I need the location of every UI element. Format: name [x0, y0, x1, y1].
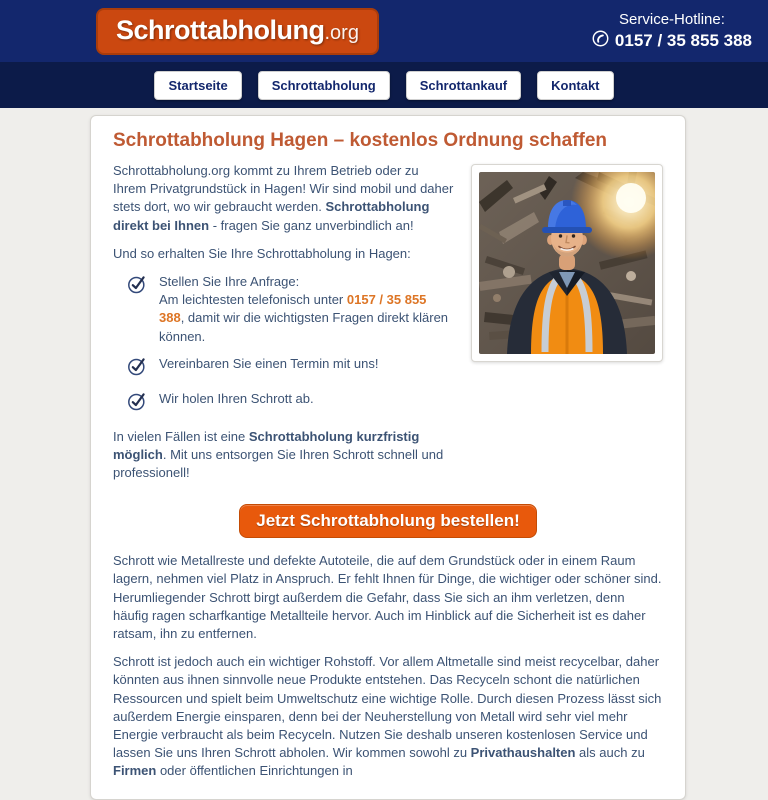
nav-button-schrottankauf[interactable]: Schrottankauf: [406, 71, 521, 100]
checklist-line2-pre: Am leichtesten telefonisch unter: [159, 292, 347, 308]
hotline-number[interactable]: 0157 / 35 855 388: [614, 30, 752, 50]
hotline-label: Service-Hotline:: [619, 10, 725, 28]
intro-column: [113, 162, 471, 492]
availability-bold: Schrottabholung kurzfristig möglich: [113, 428, 420, 462]
scrap-info-paragraph: Schrott wie Metallreste und defekte Autoteile, die auf dem Grundstück oder in einem Raum lagern, nehmen viel Platz in Anspruch. Er fehlt Ihnen für Dinge, die wichtiger oder schöner sind. Herumliegender Schrott birgt außerdem die Gefahr, dass Sie sich an ihm verletzen, denn häufig ragen scharfkantige Metallteile hervor. Auch im Hinblick auf die Sicherheit ist es daher ratsam, ihn zu entfernen.: [113, 553, 662, 641]
nav-button-startseite[interactable]: Startseite: [154, 71, 241, 100]
top-section: [113, 162, 663, 492]
content-card: [90, 115, 686, 800]
intro-bold: Schrottabholung direkt bei Ihnen: [113, 199, 430, 233]
recycling-text-post: oder öffentlichen Einrichtungen in: [156, 763, 353, 779]
phone-circle-icon: [592, 30, 609, 52]
intro-paragraph: [113, 162, 455, 235]
nav-button-schrottabholung[interactable]: Schrottabholung: [258, 71, 390, 100]
intro-text-post: - fragen Sie ganz unverbindlich an!: [209, 217, 414, 233]
checklist: [113, 273, 455, 416]
main-nav: [0, 62, 768, 108]
recycling-bold-firms: Firmen: [113, 763, 157, 779]
checklist-item-text: Vereinbaren Sie einen Termin mit uns!: [159, 355, 379, 371]
logo-text: Schrottabholung: [116, 14, 325, 45]
recycling-paragraph: [113, 653, 663, 780]
recycling-bold-private: Privathaushalten: [470, 745, 576, 761]
checklist-line2-post: , damit wir die wichtigsten Fragen direkt klären können.: [159, 310, 449, 344]
checklist-line2: [159, 291, 455, 346]
availability-paragraph: [113, 428, 455, 483]
service-hotline: [592, 11, 752, 52]
checklist-item: [127, 355, 455, 381]
check-circle-icon: [127, 391, 147, 416]
recycling-text-mid: als auch zu: [575, 745, 645, 761]
recycling-text: Schrott ist jedoch auch ein wichtiger Rohstoff. Vor allem Altmetalle sind meist recycelbar, daher könnten aus ihnen sinnvolle neue Produkte entstehen. Das Recyceln schont die natürlichen Ressourcen und spielt beim Umweltschutz eine wichtige Rolle. Durch diesen Prozess lässt sich außerdem Energie einsparen, denn bei der Neuherstellung von Metall wird sehr viel mehr Energie verbraucht als beim Recyceln. Nutzen Sie deshalb unseren kostenlosen Service und lassen Sie uns Ihren Schrott abholen. Wir kommen sowohl zu: [113, 654, 662, 761]
checklist-item: [127, 390, 455, 416]
check-circle-icon: [127, 274, 147, 299]
checklist-item: [127, 273, 455, 346]
phone-number-link[interactable]: 0157 / 35 855 388: [159, 292, 427, 326]
page-title: Schrottabholung Hagen – kostenlos Ordnung schaffen: [113, 130, 608, 151]
order-button[interactable]: Jetzt Schrottabholung bestellen!: [239, 504, 537, 538]
steps-intro: Und so erhalten Sie Ihre Schrottabholung in Hagen:: [113, 245, 411, 261]
check-circle-icon: [127, 356, 147, 381]
worker-photo: [471, 164, 663, 362]
checklist-item-text: [159, 273, 455, 346]
nav-button-kontakt[interactable]: Kontakt: [537, 71, 613, 100]
availability-text-post: . Mit uns entsorgen Sie Ihren Schrott schnell und professionell!: [113, 446, 444, 481]
logo-suffix: .org: [324, 21, 359, 44]
intro-text: Schrottabholung.org kommt zu Ihrem Betrieb oder zu Ihrem Privatgrundstück in Hagen! Wir sind mobil und daher stets dort, wo wir gebraucht werden.: [113, 163, 454, 215]
availability-text: In vielen Fällen ist eine: [113, 428, 249, 444]
checklist-item-text: Wir holen Ihren Schrott ab.: [159, 390, 314, 406]
brand-logo[interactable]: [96, 8, 379, 55]
checklist-line1: Stellen Sie Ihre Anfrage:: [159, 273, 300, 289]
page-header: [0, 0, 768, 62]
